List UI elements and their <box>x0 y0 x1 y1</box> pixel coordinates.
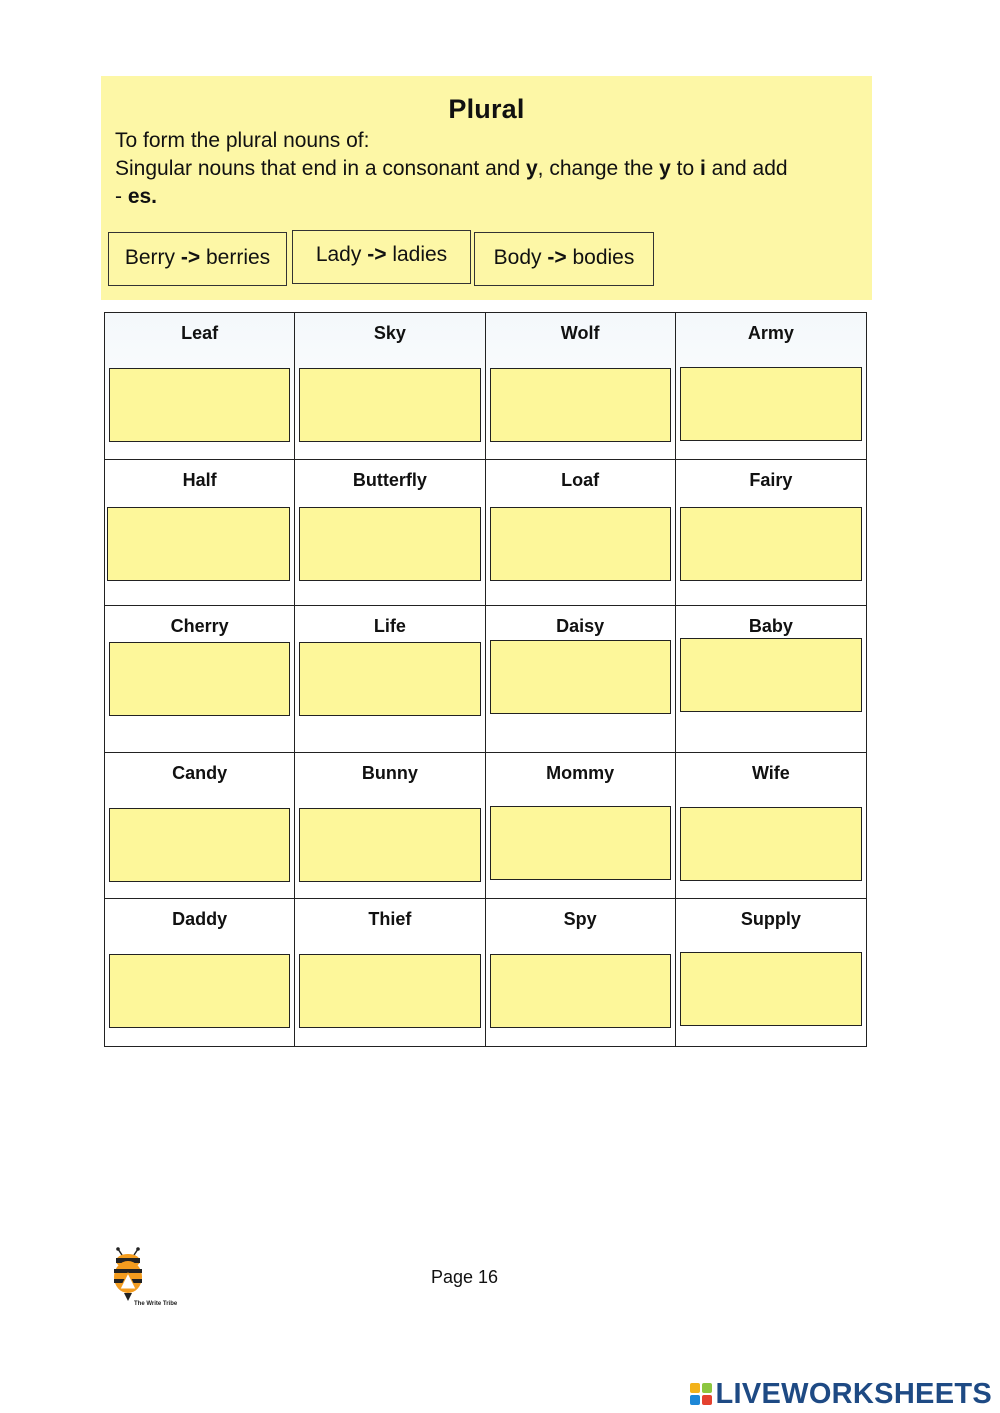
liveworksheets-brand[interactable] <box>690 1378 993 1410</box>
word-label: Leaf <box>181 323 219 343</box>
word-cell <box>105 606 295 753</box>
word-cell <box>486 606 676 753</box>
word-cell <box>295 460 485 607</box>
answer-box[interactable] <box>299 368 480 442</box>
rule-text-part: and add <box>705 157 788 180</box>
word-cell <box>295 899 485 1046</box>
word-cell <box>676 606 866 753</box>
answer-box[interactable] <box>109 642 290 716</box>
example-berry <box>108 232 287 286</box>
example-body <box>474 232 654 286</box>
word-cell <box>486 753 676 900</box>
word-cell <box>676 313 866 460</box>
example-singular: Body <box>493 246 542 269</box>
answer-box[interactable] <box>680 507 862 581</box>
answer-box[interactable] <box>107 507 290 581</box>
word-label: Wolf <box>560 323 600 343</box>
word-label: Life <box>373 616 406 637</box>
answer-box[interactable] <box>299 507 480 581</box>
answer-box[interactable] <box>680 367 862 441</box>
word-label: Daddy <box>172 909 228 930</box>
rule-bold-y: y <box>525 157 538 180</box>
word-label: Thief <box>368 909 412 930</box>
word-label: Baby <box>748 616 793 637</box>
word-cell <box>105 313 295 460</box>
answer-box[interactable] <box>490 507 671 581</box>
rule-text-part: Singular nouns that end in a consonant and <box>115 157 526 180</box>
rule-text-part: - <box>115 185 128 208</box>
word-cell <box>105 753 295 900</box>
answer-box[interactable] <box>299 642 480 716</box>
answer-box[interactable] <box>490 806 671 880</box>
answer-box[interactable] <box>680 638 862 712</box>
rule-bold-i: i <box>699 157 706 180</box>
answer-box[interactable] <box>109 954 290 1028</box>
word-cell <box>486 313 676 460</box>
example-plural: ladies <box>392 243 448 266</box>
word-cell <box>486 899 676 1046</box>
bee-icon <box>108 1247 198 1309</box>
rule-line-1: To form the plural nouns of: <box>115 129 370 152</box>
brand-name: LIVEWORKSHEETS <box>715 1377 992 1410</box>
example-arrow: -> <box>547 246 567 269</box>
page-number: Page 16 <box>431 1267 499 1287</box>
word-cell <box>105 899 295 1046</box>
word-cell <box>486 460 676 607</box>
word-cell <box>295 753 485 900</box>
rule-bold-es: es. <box>127 185 158 208</box>
word-cell <box>295 313 485 460</box>
example-singular: Lady <box>315 243 362 266</box>
word-label: Loaf <box>561 469 600 490</box>
word-label: Fairy <box>749 469 793 490</box>
answer-box[interactable] <box>490 368 671 442</box>
logo-text: The Write Tribe <box>134 1301 178 1307</box>
example-arrow: -> <box>180 246 201 269</box>
example-plural: berries <box>205 246 271 269</box>
word-label: Supply <box>740 909 801 930</box>
word-label: Army <box>747 323 794 343</box>
word-label: Wife <box>751 762 790 783</box>
word-label: Bunny <box>361 762 418 783</box>
example-singular: Berry <box>124 246 176 269</box>
word-cell <box>295 606 485 753</box>
example-arrow: -> <box>367 243 387 266</box>
bee-logo <box>108 1247 198 1309</box>
word-cell <box>676 899 866 1046</box>
rule-bold-y: y <box>659 157 671 180</box>
word-label: Butterfly <box>352 469 427 490</box>
answer-box[interactable] <box>299 954 480 1028</box>
example-lady <box>292 230 471 284</box>
word-label: Spy <box>563 909 597 930</box>
liveworksheets-logo-icon <box>690 1383 712 1405</box>
answer-box[interactable] <box>680 952 862 1026</box>
rule-line-3 <box>115 183 860 211</box>
word-label: Cherry <box>170 616 229 637</box>
page-title: Plural <box>448 94 525 124</box>
word-cell <box>676 460 866 607</box>
answer-box[interactable] <box>109 368 290 442</box>
answer-box[interactable] <box>490 954 671 1028</box>
rule-text <box>115 127 860 211</box>
word-cell <box>676 753 866 900</box>
word-grid <box>104 312 867 1047</box>
answer-box[interactable] <box>109 808 290 882</box>
rule-text-part: to <box>670 157 700 180</box>
answer-box[interactable] <box>680 807 862 881</box>
example-plural: bodies <box>572 246 635 269</box>
word-cell <box>105 460 295 607</box>
rule-line-2 <box>115 155 860 183</box>
answer-box[interactable] <box>490 640 671 714</box>
word-label: Half <box>182 469 217 490</box>
rule-text-part: , change the <box>537 157 660 180</box>
answer-box[interactable] <box>299 808 480 882</box>
word-label: Mommy <box>546 762 615 783</box>
word-label: Candy <box>172 762 228 783</box>
word-label: Daisy <box>556 616 605 637</box>
word-label: Sky <box>373 323 406 343</box>
